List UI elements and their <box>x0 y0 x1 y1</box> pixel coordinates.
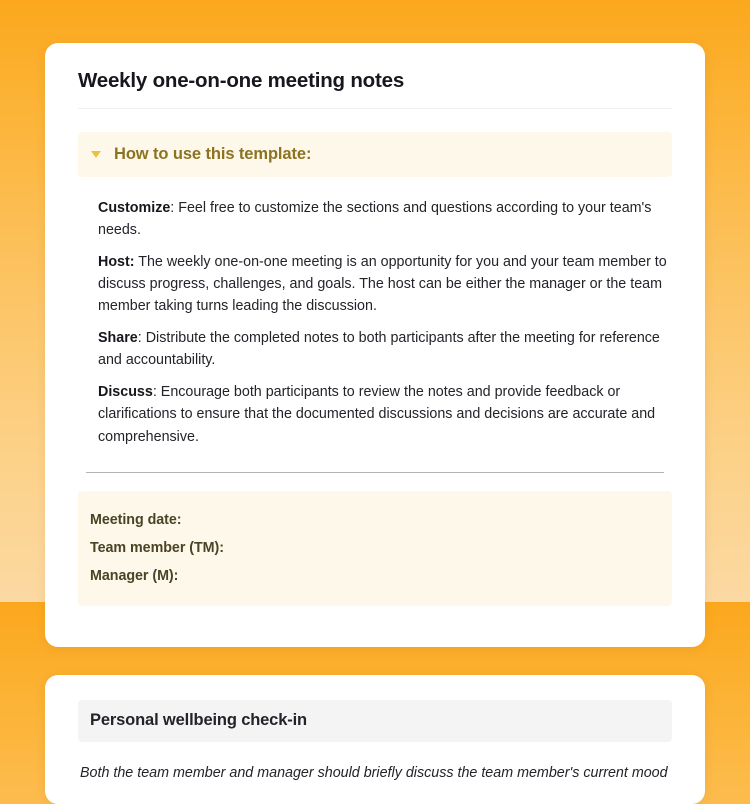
manager-field[interactable]: Manager (M): <box>90 568 179 585</box>
instruction-paragraph <box>98 251 670 318</box>
section-divider <box>86 472 664 473</box>
instruction-label: Customize <box>98 199 171 216</box>
meeting-notes-card <box>45 43 705 647</box>
instruction-label: Discuss <box>98 383 153 400</box>
instruction-text: Encourage both participants to review the notes and provide feedback or clarifications to ensure that the documented discussions and decisions are accurate and comprehensive. <box>98 383 656 445</box>
how-to-use-callout <box>78 132 672 177</box>
meeting-date-field[interactable]: Meeting date: <box>90 512 182 529</box>
page-title: Weekly one-on-one meeting notes <box>78 69 405 92</box>
card-spacer <box>45 647 705 675</box>
team-member-field[interactable]: Team member (TM): <box>90 540 224 557</box>
instruction-separator: : <box>137 329 146 346</box>
wellbeing-card <box>45 675 705 804</box>
instruction-paragraph <box>98 381 670 448</box>
instruction-label: Host: <box>98 253 135 270</box>
title-divider <box>78 108 672 109</box>
instruction-text: Feel free to customize the sections and questions according to your team's needs. <box>98 199 652 239</box>
wellbeing-intro-text: Both the team member and manager should briefly discuss the team member's current mood <box>80 765 668 782</box>
how-to-use-heading: How to use this template: <box>114 144 312 163</box>
triangle-down-icon[interactable] <box>91 151 101 158</box>
instruction-text: The weekly one-on-one meeting is an opportunity for you and your team member to discuss progress, challenges, and goals. The host can be either the manager or the team member taking turns leading the discussion. <box>98 253 667 315</box>
wellbeing-heading: Personal wellbeing check-in <box>90 711 307 730</box>
meeting-fields-callout <box>78 491 672 606</box>
wellbeing-heading-band <box>78 700 672 742</box>
instruction-label: Share <box>98 329 138 346</box>
instruction-paragraph <box>98 197 670 242</box>
instruction-separator: : <box>170 199 179 216</box>
how-to-use-body <box>78 177 672 448</box>
instruction-text: Distribute the completed notes to both participants after the meeting for reference and accountability. <box>98 329 660 369</box>
instruction-paragraph <box>98 327 670 372</box>
instruction-separator: : <box>152 383 161 400</box>
how-to-use-callout-header[interactable] <box>88 145 660 164</box>
